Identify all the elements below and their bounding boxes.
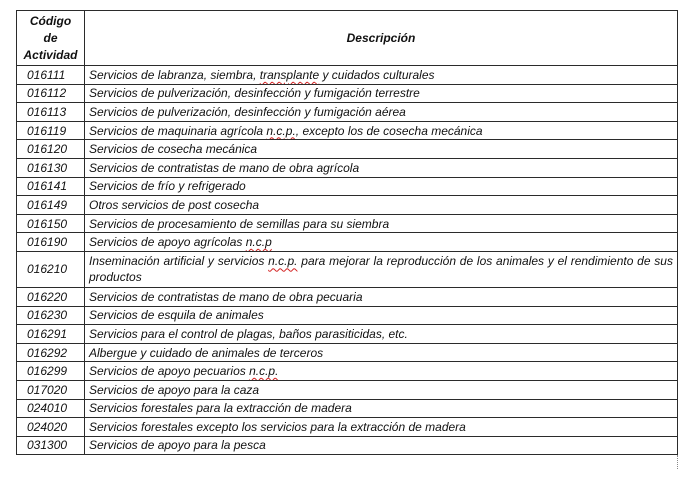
activity-description-cell: Servicios de apoyo para la caza: [85, 380, 678, 399]
activity-code-cell: 016112: [17, 84, 85, 103]
activity-code-cell: 016291: [17, 325, 85, 344]
table-row: [17, 233, 678, 252]
code-header-line: Actividad: [23, 47, 78, 62]
table-row: [17, 399, 678, 418]
activity-code-cell: 031300: [17, 436, 85, 455]
activity-description-cell: Servicios para el control de plagas, baños parasiticidas, etc.: [85, 325, 678, 344]
activity-code-cell: 016230: [17, 306, 85, 325]
activity-description-cell: Servicios forestales excepto los servicios para la extracción de madera: [85, 418, 678, 437]
activity-description-cell: Servicios forestales para la extracción de madera: [85, 399, 678, 418]
activity-description-cell: Servicios de procesamiento de semillas para su siembra: [85, 214, 678, 233]
spellcheck-mark: transplante: [259, 67, 320, 82]
activity-description-cell: Servicios de apoyo agrícolas n.c.p: [85, 233, 678, 252]
code-column-header: [17, 11, 85, 66]
spellcheck-mark: n.c.p.: [249, 364, 279, 379]
activity-description-cell: Albergue y cuidado de animales de terceros: [85, 343, 678, 362]
activity-code-cell: 016210: [17, 251, 85, 287]
activity-description-cell: Servicios de contratistas de mano de obra agrícola: [85, 158, 678, 177]
activity-code-cell: 024010: [17, 399, 85, 418]
table-row: [17, 196, 678, 215]
table-row: [17, 121, 678, 140]
table-row: [17, 418, 678, 437]
activity-codes-table: [16, 10, 678, 455]
table-row: [17, 306, 678, 325]
activity-code-cell: 016119: [17, 121, 85, 140]
spellcheck-mark: n.c.p.: [268, 254, 298, 269]
activity-description-cell: Servicios de frío y refrigerado: [85, 177, 678, 196]
activity-code-cell: 016299: [17, 362, 85, 381]
activity-code-cell: 016120: [17, 140, 85, 159]
activity-description-cell: Servicios de pulverización, desinfección y fumigación terrestre: [85, 84, 678, 103]
table-row: [17, 343, 678, 362]
activity-description-cell: Servicios de pulverización, desinfección y fumigación aérea: [85, 103, 678, 122]
table-row: [17, 103, 678, 122]
code-header-line: Código: [29, 13, 72, 28]
activity-description-cell: Servicios de apoyo pecuarios n.c.p.: [85, 362, 678, 381]
spellcheck-mark: n.c.p: [245, 235, 272, 250]
activity-code-cell: 016111: [17, 66, 85, 85]
table-row: [17, 214, 678, 233]
activity-description-cell: Otros servicios de post cosecha: [85, 196, 678, 215]
activity-code-cell: 016130: [17, 158, 85, 177]
table-row: [17, 66, 678, 85]
activity-description-cell: Servicios de contratistas de mano de obra pecuaria: [85, 287, 678, 306]
activity-code-cell: 016113: [17, 103, 85, 122]
activity-description-cell: Servicios de esquila de animales: [85, 306, 678, 325]
table-row: [17, 158, 678, 177]
activity-code-cell: 016292: [17, 343, 85, 362]
activity-code-cell: 016149: [17, 196, 85, 215]
table-row: [17, 251, 678, 287]
activity-description-cell: Servicios de cosecha mecánica: [85, 140, 678, 159]
activity-code-cell: 016150: [17, 214, 85, 233]
activity-description-cell: Servicios de maquinaria agrícola n.c.p., excepto los de cosecha mecánica: [85, 121, 678, 140]
activity-description-cell: Servicios de labranza, siembra, transplante y cuidados culturales: [85, 66, 678, 85]
activity-code-cell: 024020: [17, 418, 85, 437]
table-row: [17, 177, 678, 196]
activity-description-cell: Servicios de apoyo para la pesca: [85, 436, 678, 455]
table-row: [17, 84, 678, 103]
table-header-row: [17, 11, 678, 66]
table-row: [17, 325, 678, 344]
activity-description-cell: Inseminación artificial y servicios n.c.p. para mejorar la reproducción de los animales y el rendimiento de sus productos: [85, 251, 678, 287]
table-row: [17, 140, 678, 159]
activity-code-cell: 016220: [17, 287, 85, 306]
table-row: [17, 436, 678, 455]
spellcheck-mark: n.c.p.: [266, 123, 296, 138]
activity-code-cell: 017020: [17, 380, 85, 399]
table-row: [17, 380, 678, 399]
table-row: [17, 362, 678, 381]
page-edge-mark: [677, 455, 681, 469]
description-column-header: Descripción: [85, 11, 678, 66]
table-body: [17, 66, 678, 455]
code-header-line: de: [43, 30, 58, 45]
activity-code-cell: 016141: [17, 177, 85, 196]
table-row: [17, 287, 678, 306]
activity-code-cell: 016190: [17, 233, 85, 252]
